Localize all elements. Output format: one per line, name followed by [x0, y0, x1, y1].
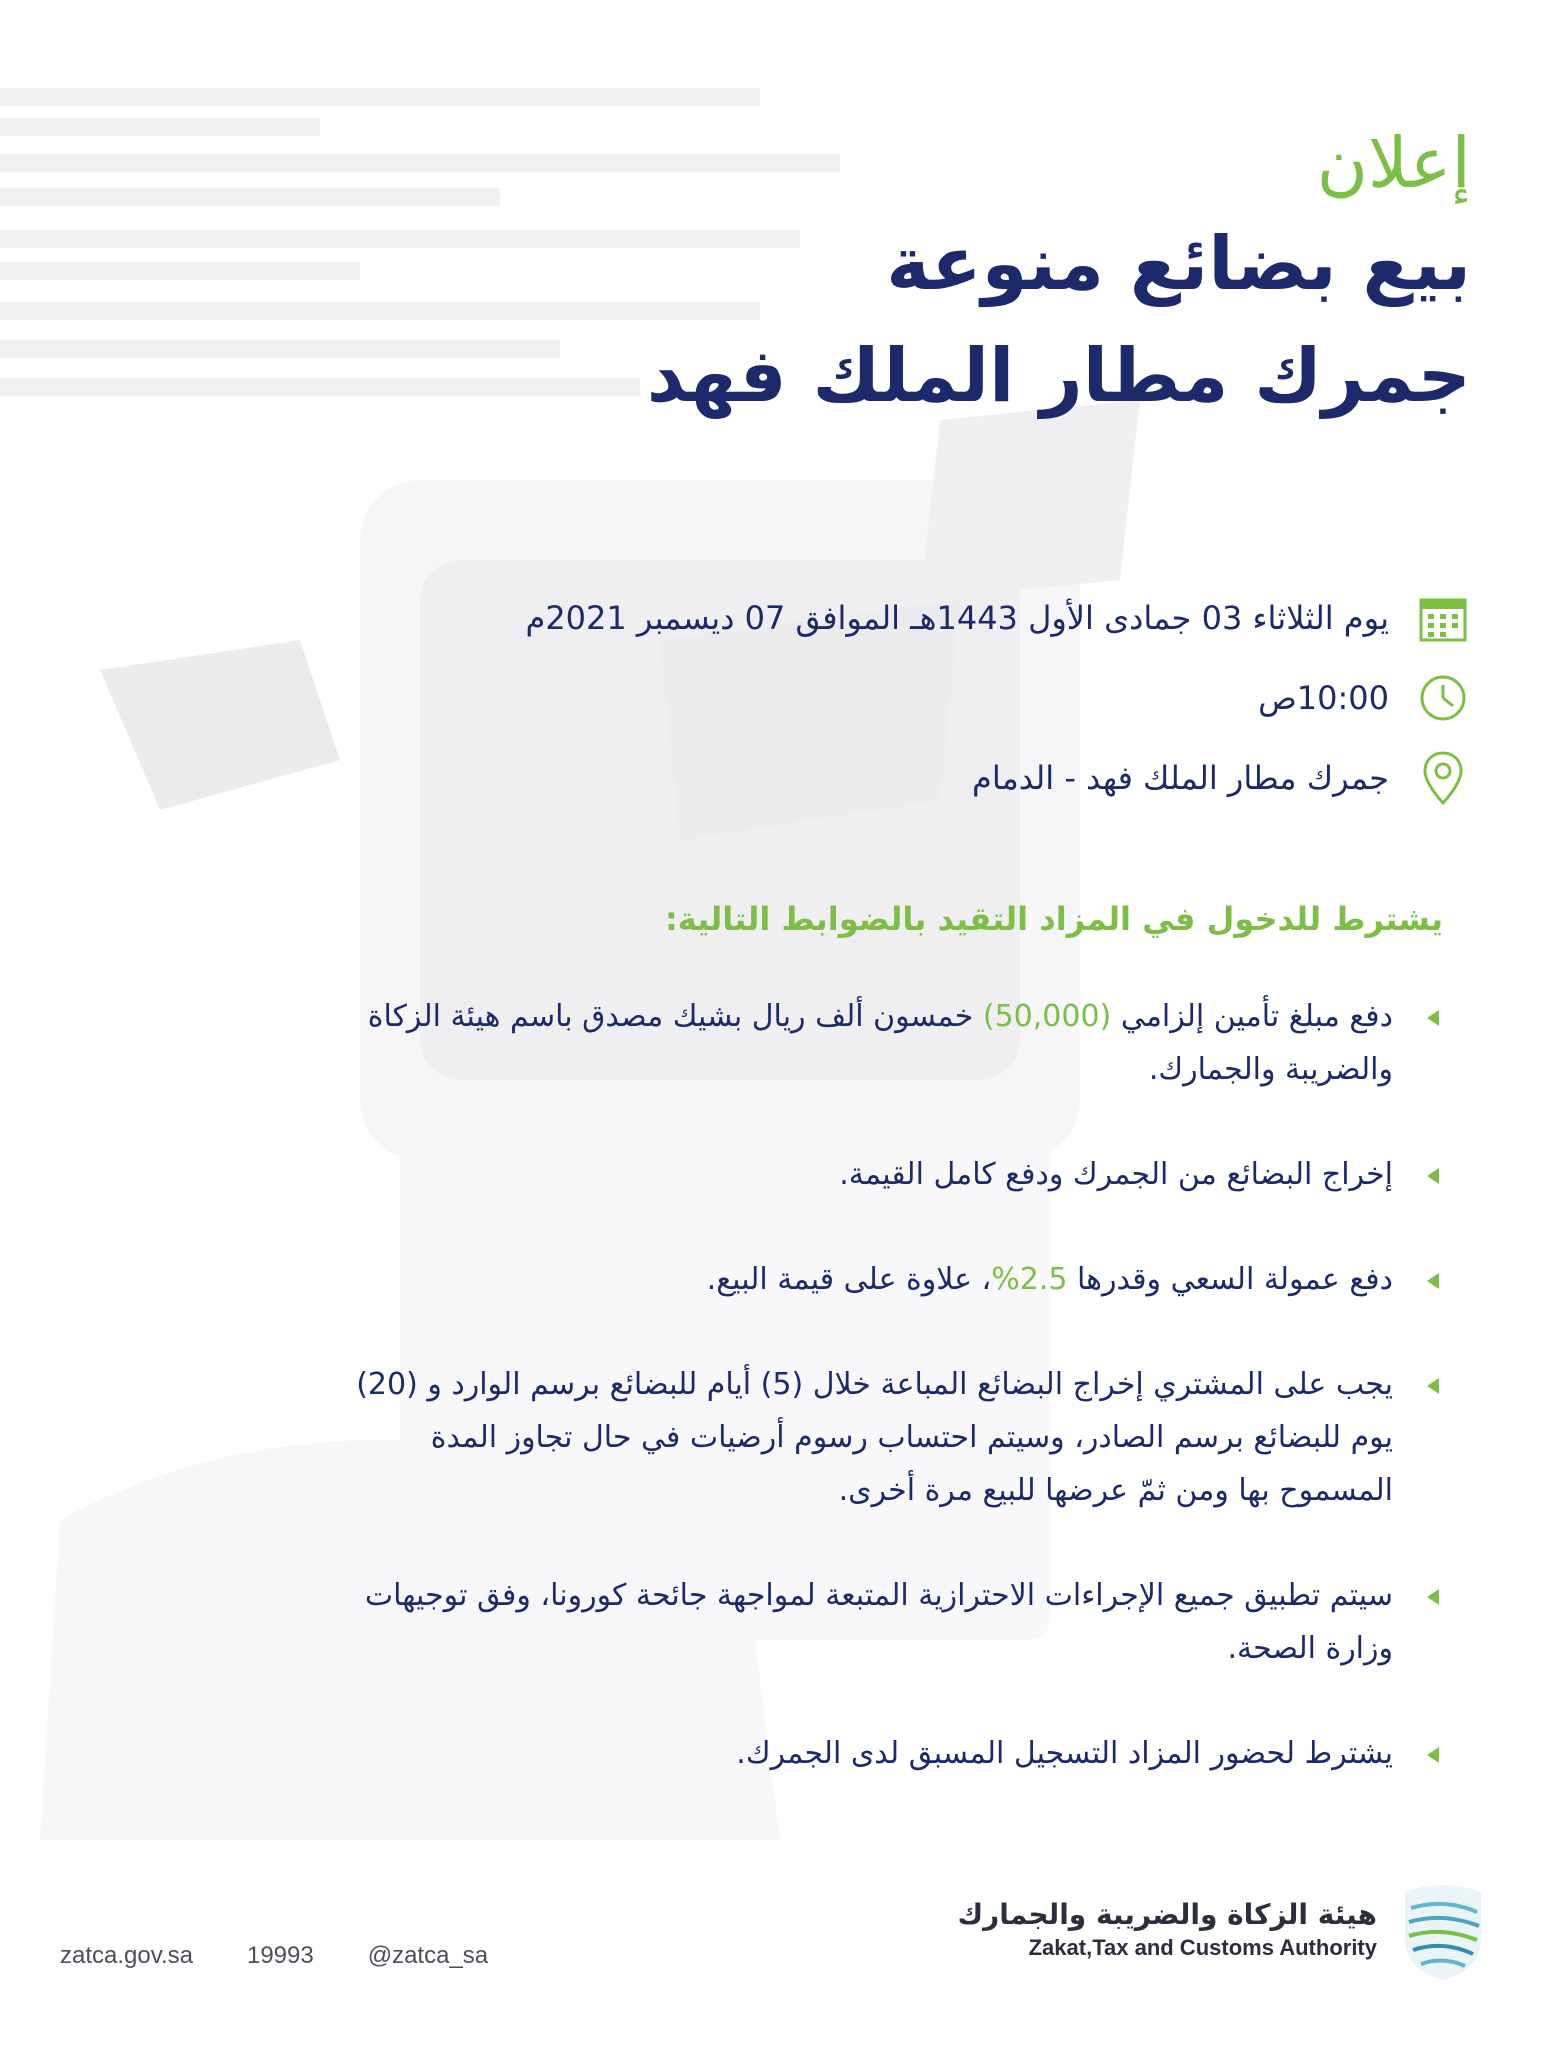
location-text: جمرك مطار الملك فهد - الدمام [972, 759, 1389, 797]
logo-name-english: Zakat,Tax and Customs Authority [1028, 1935, 1377, 1960]
triangle-bullet-icon [1427, 1747, 1439, 1763]
condition-item: إخراج البضائع من الجمرك ودفع كامل القيمة. [313, 1148, 1443, 1201]
time-text: 10:00ص [1258, 679, 1389, 717]
zatca-logo-mark [1395, 1878, 1491, 1982]
logo-name-arabic: هيئة الزكاة والضريبة والجمارك [957, 1898, 1377, 1931]
condition-item: دفع مبلغ تأمين إلزامي (50,000) خمسون ألف ريال بشيك مصدق باسم هيئة الزكاة والضريبة والجمارك. [313, 990, 1443, 1096]
footer-contacts [60, 1942, 488, 1970]
date-text: يوم الثلاثاء 03 جمادى الأول 1443هـ الموافق 07 ديسمبر 2021م [525, 599, 1389, 637]
triangle-bullet-icon [1427, 1010, 1439, 1026]
condition-item: دفع عمولة السعي وقدرها 2.5%، علاوة على قيمة البيع. [313, 1253, 1443, 1306]
social-handle[interactable]: @zatca_sa [367, 1942, 489, 1969]
announcement-label: إعلان [1316, 122, 1471, 204]
date-row [321, 578, 1471, 658]
title-line-2: جمرك مطار الملك فهد [646, 333, 1471, 419]
title-line-1: بيع بضائع منوعة [886, 221, 1471, 307]
zatca-logo [957, 1878, 1491, 1982]
time-row [321, 658, 1471, 738]
triangle-bullet-icon [1427, 1168, 1439, 1184]
condition-item: يجب على المشتري إخراج البضائع المباعة خلال (5) أيام للبضائع برسم الوارد و (20) يوم للبضائع برسم الصادر، وسيتم احتساب رسوم أرضيات في حال تجاوز المدة المسموح بها ومن ثمّ عرضها للبيع مرة أخرى. [313, 1358, 1443, 1517]
website-link[interactable]: zatca.gov.sa [60, 1942, 193, 1969]
event-info [321, 578, 1471, 818]
location-pin-icon [1415, 750, 1471, 806]
conditions-title: يشترط للدخول في المزاد التقيد بالضوابط التالية: [665, 900, 1443, 938]
condition-item: سيتم تطبيق جميع الإجراءات الاحترازية المتبعة لمواجهة جائحة كورونا، وفق توجيهات وزارة الصحة. [313, 1569, 1443, 1675]
calendar-icon [1415, 590, 1471, 646]
condition-item: يشترط لحضور المزاد التسجيل المسبق لدى الجمرك. [313, 1727, 1443, 1780]
conditions-list [313, 990, 1443, 1780]
triangle-bullet-icon [1427, 1378, 1439, 1394]
location-row [321, 738, 1471, 818]
triangle-bullet-icon [1427, 1273, 1439, 1289]
triangle-bullet-icon [1427, 1589, 1439, 1605]
clock-icon [1415, 670, 1471, 726]
phone-number[interactable]: 19993 [246, 1942, 314, 1969]
announcement-header [371, 118, 1471, 432]
